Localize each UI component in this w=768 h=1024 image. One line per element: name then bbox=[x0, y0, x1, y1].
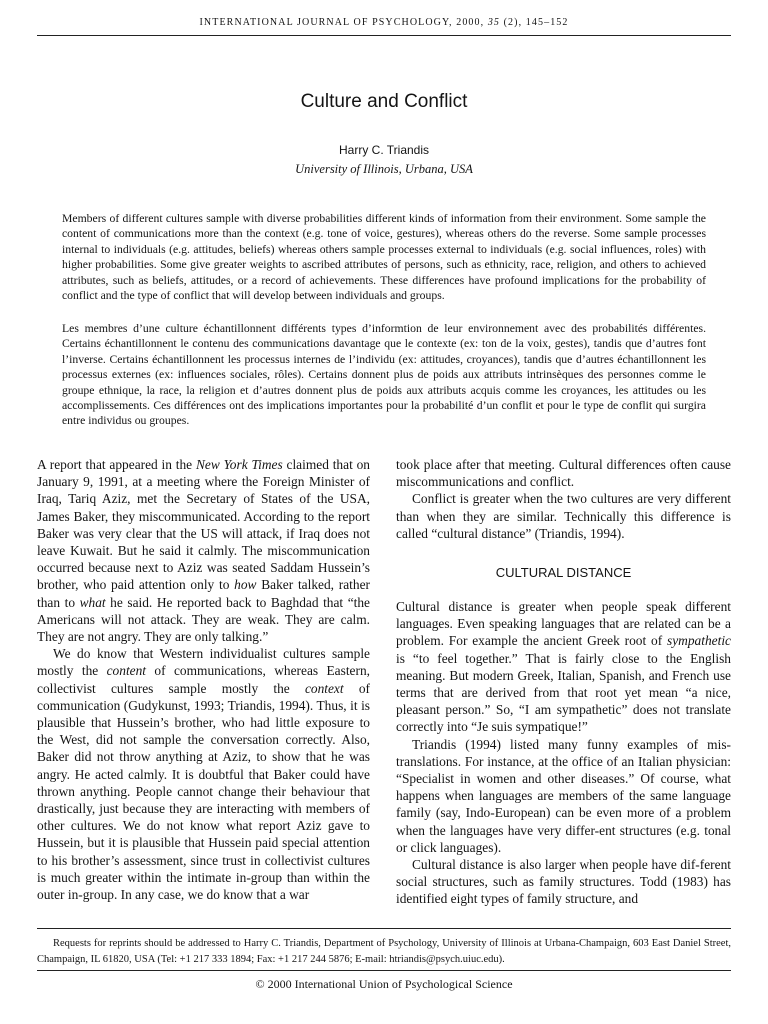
author-name: Harry C. Triandis bbox=[338, 143, 430, 157]
header-rule bbox=[37, 35, 731, 36]
social-structure-paragraph: Cultural distance is also larger when people have dif-ferent social structures, such as family structures. Todd (1983) has identified eight types of family structure, and bbox=[396, 857, 731, 907]
section-heading-cultural-distance: CULTURAL DISTANCE bbox=[495, 565, 632, 580]
left-column bbox=[37, 456, 370, 903]
mistranslation-paragraph: Triandis (1994) listed many funny examples of mis-translations. For instance, at the office of an Italian physician: “Specialist in women and other diseases.” Of course, what happens when languages are members of the same language family (say, Indo-European) can be even more of a problem when the languages have very differ-ent structures (e.g. tonal or click languages). bbox=[396, 736, 731, 855]
author-affiliation: University of Illinois, Urbana, USA bbox=[295, 162, 473, 176]
language-paragraph: Cultural distance is greater when people speak different languages. Even speaking languages that are related can be a problem. For example the ancient Greek root of sympathetic is “to feel together.” That is fairly close to the English meaning. But modern Greek, Italian, Spanish, and French use terms that are derived from that root yet mean “a nice, pleasant person.” So, “I am sympathetic” does not translate correctly into “Je suis sympatique!” bbox=[396, 599, 731, 735]
war-paragraph: took place after that meeting. Cultural differences often cause miscommunications and conflict. bbox=[396, 457, 731, 490]
right-column-bottom bbox=[396, 598, 731, 908]
intro-paragraph: A report that appeared in the New York Times claimed that on January 9, 1991, at a meeting where the Foreign Minister of Iraq, Tariq Aziz, met the Secretary of States of the USA, James Baker, they miscommunicated. According to the report Baker was very clear that the US will attack, if Iraq does not leave Kuwait. But he said it calmly. The miscommunication occurred because next to Aziz was seated Saddam Hussein’s brother, who paid attention only to how Baker talked, rather than to what he said. He reported back to Baghdad that “the Americans will not attack. They are weak. They are calm. They are not angry. They are only talking.” bbox=[37, 457, 370, 645]
cultural-distance-intro-paragraph: Conflict is greater when the two cultures are very different than when they are similar. Technically this difference is called “cultural distance” (Triandis, 1994). bbox=[396, 491, 731, 541]
copyright-line: © 2000 International Union of Psychological Science bbox=[255, 977, 513, 991]
right-column-top bbox=[396, 456, 731, 542]
content-context-paragraph: We do know that Western individualist cultures sample mostly the content of communications, whereas Eastern, collectivist cultures sample mostly the context of communication (Gudykunst, 1993; Triandis, 1994). Thus, it is plausible that Hussein’s brother, who had little exposure to the West, did not sample the conversation correctly. Also, Baker did not throw anything at Aziz, to show that he was angry. He acted calmly. It is doubtful that Baker could have thrown anything. People cannot change their behaviour that drastically, just because they are interacting with members of other cultures. We do not know what report Aziz gave to Hussein, but it is plausible that Hussein paid special attention to his brother’s assessment, since trust in collectivist cultures is much greater within the intimate in-group than within the outer in-group. In any case, we do know that a war bbox=[37, 646, 370, 903]
volume-number: 35 bbox=[487, 17, 501, 28]
footer-rule bbox=[37, 970, 731, 971]
abstract-french: Les membres d’une culture échantillonnent différents types d’informtion de leur environnement avec des probabilités différentes. Certains échantillonnent le contenu des communications davantage que le contexte (ex: ton de la voix, gestes), tandis que d’autres font l’inverse. Certains échantillonnent les processus internes de l’individu (ex: attitudes, croyances), tandis que d’autres échantillonnent les processus externes (ex: influences sociales, rôles). Certains donnent plus de poids aux attributs intrinsèques des personnes comme le groupe ethnique, la race, la religion et d’autres donnent plus de poids aux attributs acquis comme les croyances, les attitudes ou les accomplissements. Ces différences ont des implications importantes pour la probabilité d’un conflit et pour le type de conflit qui surgira entre individus ou groupes. bbox=[62, 322, 706, 428]
article-title: Culture and Conflict bbox=[300, 91, 468, 112]
journal-header: INTERNATIONAL JOURNAL OF PSYCHOLOGY, 2000, 35 (2), 145–152 bbox=[199, 17, 569, 28]
reprint-footnote: Requests for reprints should be addressed to Harry C. Triandis, Department of Psychology, University of Illinois at Urbana-Champaign, 603 East Daniel Street, Champaign, IL 61820, USA (Tel: +1 217 333 1894; Fax: +1 217 244 5876; E-mail: htriandis@psych.uiuc.edu). bbox=[37, 938, 731, 966]
abstract-english: Members of different cultures sample with diverse probabilities different kinds of information from their environment. Some sample the content of communications more than the context (e.g. tone of voice, gestures), whereas others do the reverse. Some sample processes internal to individuals (e.g. attitudes, beliefs) whereas others sample processes external to individuals (e.g. social influences, roles) with higher probabilities. Some give greater weights to ascribed attributes of persons, such as ethnicity, race, religion, and others to achieved attributes, such as beliefs, attitudes, or a record of achievements. These differences have profound implications for the probability of conflict and the type of conflict that will develop between individuals and groups. bbox=[62, 212, 706, 303]
footnote-rule bbox=[37, 928, 731, 929]
